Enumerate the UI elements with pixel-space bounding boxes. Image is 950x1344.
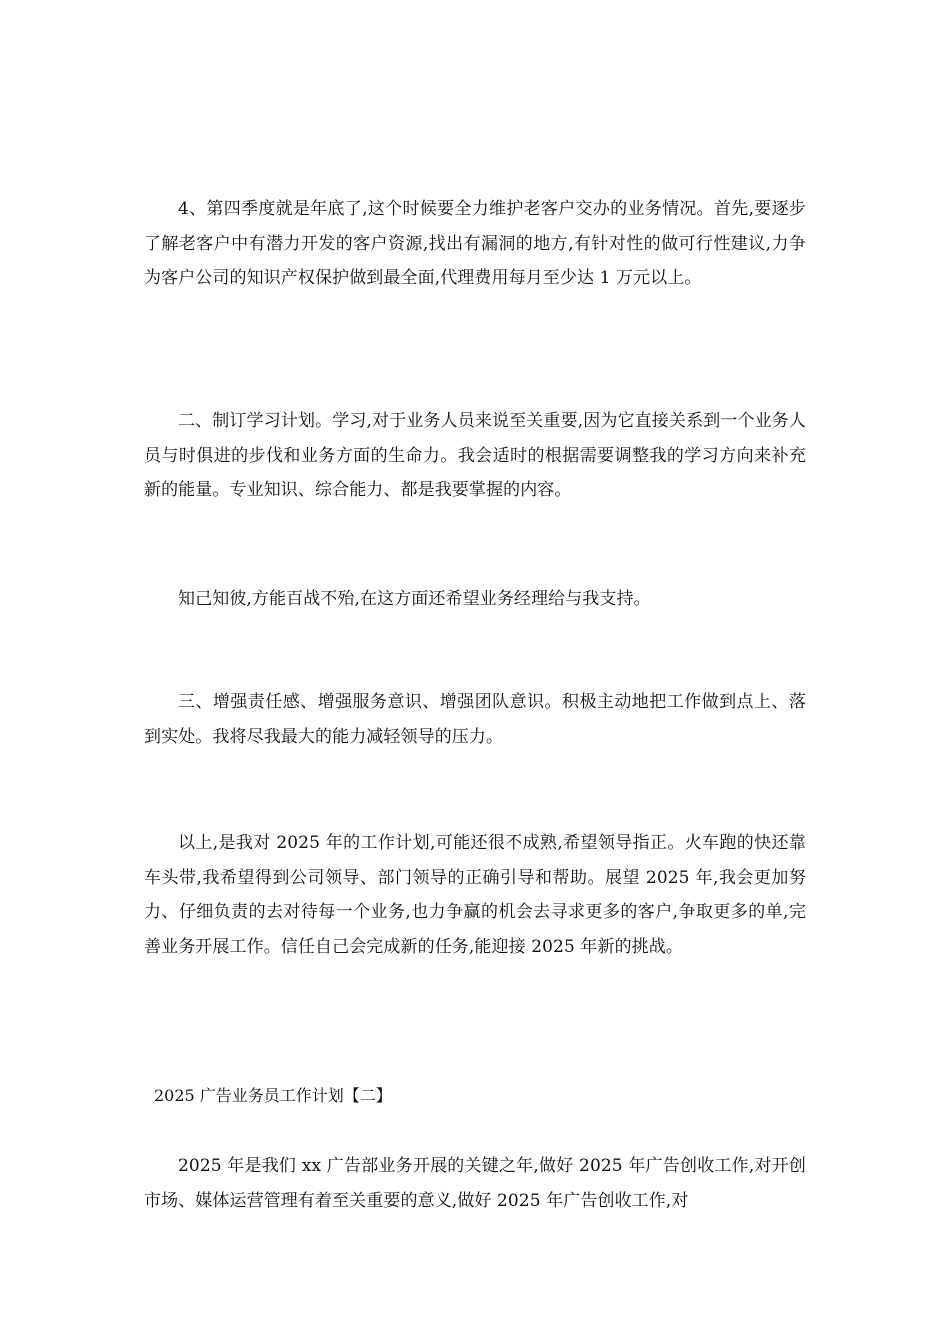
paragraph-ad-plan-intro: 2025 年是我们 xx 广告部业务开展的关键之年,做好 2025 年广告创收工作,对开创市场、媒体运营管理有着至关重要的意义,做好 2025 年广告创收工作,对 [144, 1156, 806, 1211]
paragraph-know-yourself: 知己知彼,方能百战不殆,在这方面还希望业务经理给与我支持。 [178, 589, 651, 609]
paragraph-responsibility: 三、增强责任感、增强服务意识、增强团队意识。积极主动地把工作做到点上、落到实处。我将尽我最大的能力减轻领导的压力。 [144, 692, 806, 747]
paragraph-study-plan: 二、制订学习计划。学习,对于业务人员来说至关重要,因为它直接关系到一个业务人员与时俱进的步伐和业务方面的生命力。我会适时的根据需要调整我的学习方向来补充新的能量。专业知识、综合能力、都是我要掌握的内容。 [144, 411, 806, 500]
paragraph-q4-plan: 4、第四季度就是年底了,这个时候要全力维护老客户交办的业务情况。首先,要逐步了解老客户中有潜力开发的客户资源,找出有漏洞的地方,有针对性的做可行性建议,力争为客户公司的知识产权保护做到最全面,代理费用每月至少达 1 万元以上。 [144, 199, 806, 288]
section-heading: 2025 广告业务员工作计划【二】 [154, 1086, 392, 1105]
paragraph-summary: 以上,是我对 2025 年的工作计划,可能还很不成熟,希望领导指正。火车跑的快还靠车头带,我希望得到公司领导、部门领导的正确引导和帮助。展望 2025 年,我会更加努力、仔细负责的去对待每一个业务,也力争赢的机会去寻求更多的客户,争取更多的单,完善业务开展工作。信任自己会完成新的任务,能迎接 2025 年新的挑战。 [144, 833, 806, 957]
